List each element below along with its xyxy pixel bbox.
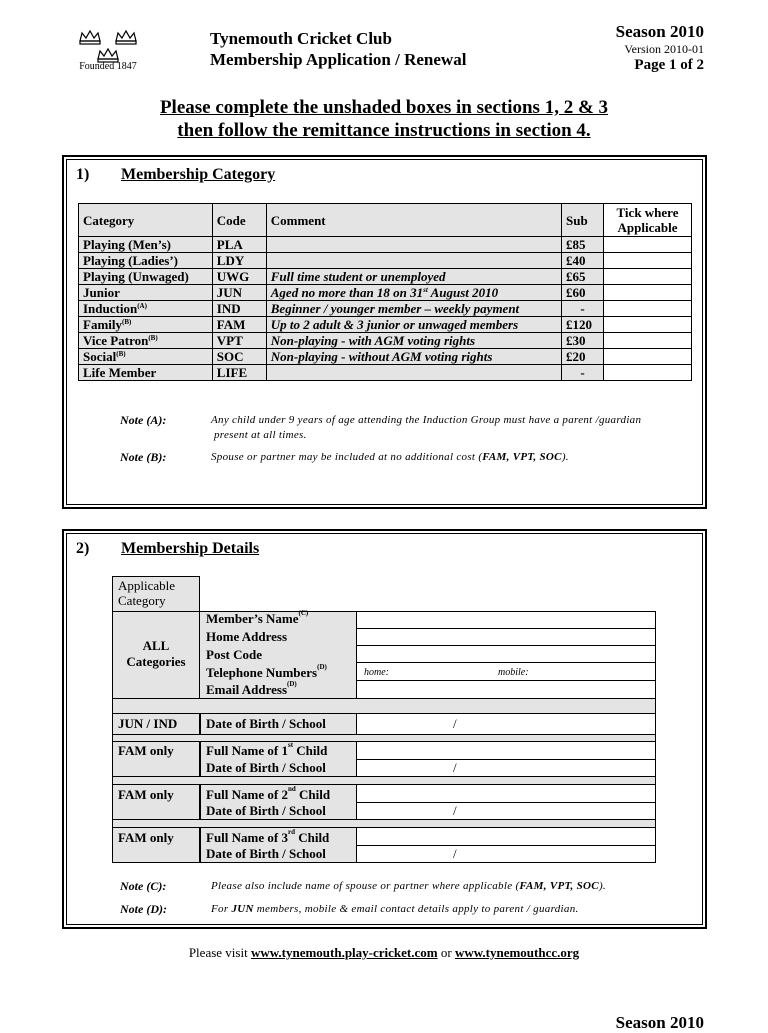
mobile-phone-hint: mobile:: [498, 667, 529, 678]
all-categories-label: ALL Categories: [126, 638, 186, 669]
child3-dob-input[interactable]: [356, 845, 656, 863]
category-row: [79, 285, 692, 301]
category-row: [79, 365, 692, 381]
section-2-title: Membership Details: [121, 540, 260, 557]
category-name: [79, 285, 213, 301]
category-comment: Up to 2 adult & 3 junior or unwaged members: [266, 317, 561, 333]
category-name: [79, 317, 213, 333]
note-c-text-start: Please also include name of spouse or partner where applicable (: [211, 880, 520, 892]
child3-name-input[interactable]: [356, 827, 656, 846]
category-name: [79, 237, 213, 253]
note-d-label: Note (D):: [120, 902, 167, 916]
category-comment: [266, 253, 561, 269]
tick-box[interactable]: [604, 349, 692, 365]
instructions-line-2: then follow the remittance instructions in section 4.: [177, 120, 591, 141]
version-label: Version 2010-01: [624, 42, 704, 56]
category-name-text: Junior: [83, 285, 120, 300]
category-name: [79, 365, 213, 381]
form-title: Membership Application / Renewal: [210, 50, 467, 69]
member-name-label: [206, 611, 308, 627]
category-sub: £20: [562, 349, 604, 365]
post-code-label: Post Code: [206, 647, 262, 662]
category-note-ref: (B): [148, 334, 158, 342]
category-name-text: Playing (Ladies’): [83, 253, 178, 268]
child2-name-input[interactable]: [356, 784, 656, 803]
tick-box[interactable]: [604, 253, 692, 269]
category-comment: Beginner / younger member – weekly payment: [266, 301, 561, 317]
home-address-input[interactable]: [356, 628, 656, 646]
category-sub: £60: [562, 285, 604, 301]
category-row: [79, 349, 692, 365]
founded-year: Founded 1847: [79, 61, 137, 72]
home-address-label: Home Address: [206, 629, 288, 644]
home-phone-hint: home:: [364, 667, 389, 678]
category-sub: -: [562, 365, 604, 381]
note-a-text-2: present at all times.: [214, 429, 307, 441]
child3-fam-only: FAM only: [118, 830, 174, 845]
category-row: [79, 269, 692, 285]
category-name: [79, 253, 213, 269]
category-code: VPT: [212, 333, 266, 349]
child2-fam-only: FAM only: [118, 787, 174, 802]
note-c-text-end: ).: [598, 880, 606, 892]
category-code: LIFE: [212, 365, 266, 381]
category-sub: £120: [562, 317, 604, 333]
child1-name-input[interactable]: [356, 741, 656, 760]
child1-dob-input[interactable]: [356, 759, 656, 777]
email-text: Email Address: [206, 682, 288, 697]
child1-name-label: Full Name of 1st Child: [206, 741, 328, 758]
category-name-text: Playing (Unwaged): [83, 269, 189, 284]
category-table: [78, 203, 692, 381]
tick-box[interactable]: [604, 365, 692, 381]
note-d-text-pre: For: [211, 903, 232, 915]
footer-visit: [0, 945, 768, 961]
category-name-text: Social: [83, 349, 117, 364]
jun-dob-label: Date of Birth / School: [206, 716, 326, 731]
tick-box[interactable]: [604, 317, 692, 333]
note-d-text-rest: members, mobile & email contact details apply to parent / guardian.: [253, 903, 579, 915]
jun-dob-input[interactable]: [356, 713, 656, 735]
child2-dob-slash: /: [453, 803, 457, 818]
category-name-text: Playing (Men’s): [83, 237, 171, 252]
category-code: JUN: [212, 285, 266, 301]
club-name: Tynemouth Cricket Club: [210, 29, 392, 48]
category-note-ref: (A): [137, 302, 147, 310]
category-row: [79, 237, 692, 253]
applicable-category-label: Applicable Category: [118, 578, 176, 608]
email-label: [206, 682, 297, 698]
child2-dob-input[interactable]: [356, 802, 656, 820]
next-page-season-cutoff: Season 2010: [615, 1013, 704, 1032]
section-1-number: 1): [76, 166, 90, 183]
section-2-number: 2): [76, 540, 90, 557]
tick-box[interactable]: [604, 285, 692, 301]
child1-dob-slash: /: [453, 760, 457, 775]
member-name-sup: (C): [298, 609, 309, 617]
category-note-ref: (B): [116, 350, 126, 358]
category-sub: -: [562, 301, 604, 317]
note-d-code: JUN: [231, 903, 254, 915]
instructions: [0, 96, 768, 142]
post-code-input[interactable]: [356, 645, 656, 663]
note-b-text-start: Spouse or partner may be included at no additional cost (: [211, 451, 483, 463]
note-c-label: Note (C):: [120, 879, 167, 893]
member-name-text: Member’s Name: [206, 611, 299, 626]
category-name: [79, 349, 213, 365]
email-input[interactable]: [356, 680, 656, 699]
category-code: FAM: [212, 317, 266, 333]
category-row: [79, 301, 692, 317]
note-a-text-1: Any child under 9 years of age attending the Induction Group must have a parent /guardian: [211, 414, 642, 426]
telephone-text: Telephone Numbers: [206, 665, 318, 680]
email-sup: (D): [287, 680, 297, 688]
category-code: PLA: [212, 237, 266, 253]
category-comment: Aged no more than 18 on 31st August 2010: [266, 285, 561, 301]
child3-dob-label: Date of Birth / School: [206, 846, 326, 861]
spacer-row: [112, 698, 656, 714]
section-1-title: Membership Category: [121, 166, 276, 183]
footer-visit-text: Please visit: [188, 945, 251, 960]
category-code: SOC: [212, 349, 266, 365]
child1-divider: [199, 741, 201, 777]
telephone-sup: (D): [317, 663, 327, 671]
col-sub: Sub: [562, 204, 604, 237]
child3-divider: [199, 827, 201, 863]
category-sub: £40: [562, 253, 604, 269]
tick-box[interactable]: [604, 269, 692, 285]
club-title-block: [210, 28, 466, 70]
category-comment: Full time student or unemployed: [266, 269, 561, 285]
child1-dob-label: Date of Birth / School: [206, 760, 326, 775]
category-name-text: Induction: [83, 301, 138, 316]
category-name-text: Life Member: [83, 365, 157, 380]
category-sub: £85: [562, 237, 604, 253]
category-code: IND: [212, 301, 266, 317]
category-name: [79, 333, 213, 349]
link-play-cricket[interactable]: www.tynemouth.play-cricket.com: [250, 945, 438, 960]
footer-or: or: [437, 945, 455, 960]
category-sub: £30: [562, 333, 604, 349]
note-c-text: [211, 880, 606, 892]
category-row: [79, 253, 692, 269]
category-comment: [266, 237, 561, 253]
category-sub: £65: [562, 269, 604, 285]
note-c-codes: FAM, VPT, SOC: [519, 880, 599, 892]
child2-divider: [199, 784, 201, 820]
jun-ind-divider: [199, 713, 201, 735]
note-b-text: [211, 451, 569, 463]
category-row: [79, 333, 692, 349]
note-b-text-end: ).: [561, 451, 569, 463]
note-b-label: Note (B):: [120, 450, 167, 464]
col-comment: Comment: [266, 204, 561, 237]
season-label: Season 2010: [615, 22, 704, 41]
link-tynemouthcc[interactable]: www.tynemouthcc.org: [454, 945, 580, 960]
category-comment: Non-playing - without AGM voting rights: [266, 349, 561, 365]
category-comment: Non-playing - with AGM voting rights: [266, 333, 561, 349]
category-row: [79, 317, 692, 333]
category-name: [79, 301, 213, 317]
note-d-text: [211, 903, 579, 915]
note-b-codes: FAM, VPT, SOC: [482, 451, 562, 463]
col-code: Code: [212, 204, 266, 237]
child2-name-label: Full Name of 2nd Child: [206, 785, 331, 802]
category-name-text: Vice Patron: [83, 333, 149, 348]
member-name-input[interactable]: [356, 611, 656, 629]
tick-box[interactable]: [604, 237, 692, 253]
category-table-header: [79, 204, 692, 237]
telephone-label: [206, 665, 327, 681]
child3-name-label: Full Name of 3rd Child: [206, 828, 330, 845]
category-code: LDY: [212, 253, 266, 269]
category-note-ref: (B): [122, 318, 132, 326]
child2-dob-label: Date of Birth / School: [206, 803, 326, 818]
category-name-text: Family: [83, 317, 122, 332]
col-tick: Tick where Applicable: [604, 204, 692, 237]
category-name: [79, 269, 213, 285]
category-comment: [266, 365, 561, 381]
note-a-label: Note (A):: [120, 413, 167, 427]
child1-fam-only: FAM only: [118, 743, 174, 758]
jun-ind-label: JUN / IND: [118, 716, 178, 731]
col-category: Category: [79, 204, 213, 237]
child3-dob-slash: /: [453, 846, 457, 861]
instructions-line-1: Please complete the unshaded boxes in sections 1, 2 & 3: [159, 97, 609, 118]
jun-dob-slash: /: [453, 716, 457, 731]
page-number: Page 1 of 2: [634, 57, 704, 73]
tick-box[interactable]: [604, 333, 692, 349]
category-code: UWG: [212, 269, 266, 285]
tick-box[interactable]: [604, 301, 692, 317]
